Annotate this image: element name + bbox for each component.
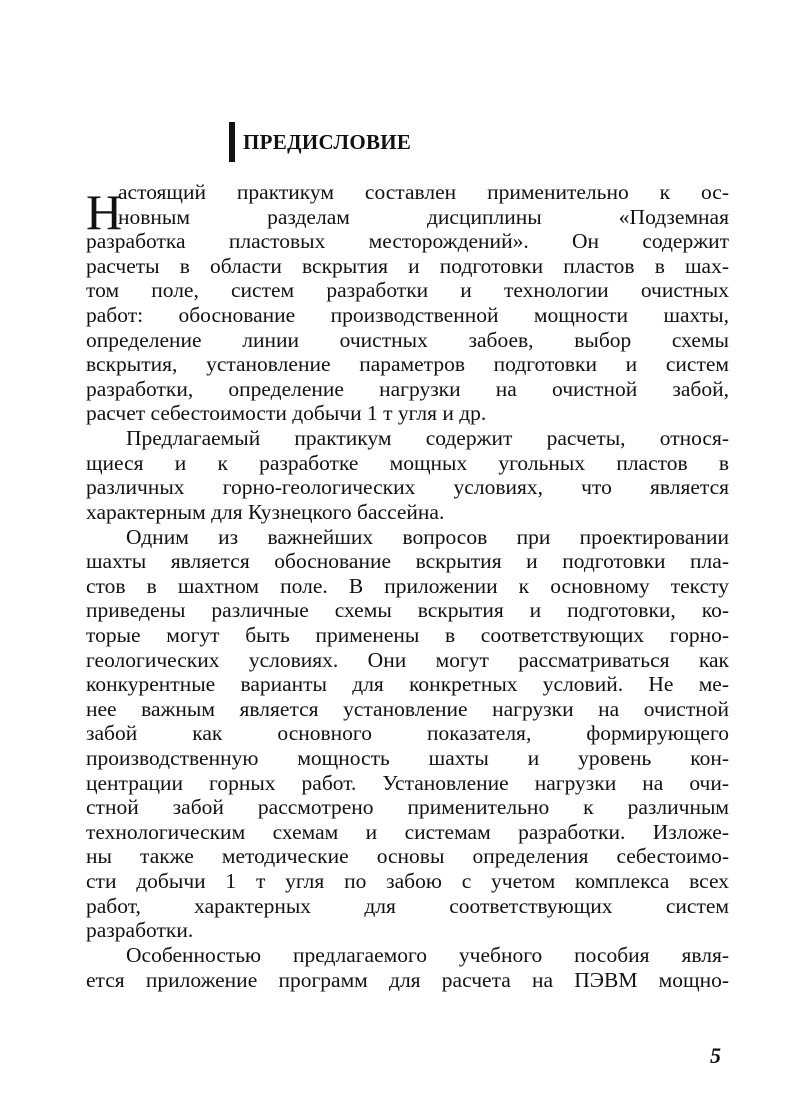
text-line: стов в шахтном поле. В приложении к основному тексту	[86, 573, 729, 598]
text-line: ны также методические основы определения себестоимо-	[86, 844, 729, 869]
text-line: сти добычи 1 т угля по забою с учетом комплекса всех	[86, 869, 729, 894]
text-line: Н астоящий практикум составлен применительно к ос-	[86, 180, 729, 240]
text-line: вскрытия, установление параметров подготовки и систем	[86, 352, 729, 377]
text-line: торые могут быть применены в соответствующих горно-	[86, 622, 729, 647]
text-line: центрации горных работ. Установление нагрузки на очи-	[86, 770, 729, 795]
text-line: забой как основного показателя, формирующего	[86, 721, 729, 746]
text-line: работ, характерных для соответствующих систем	[86, 893, 729, 918]
heading-bar-decoration	[229, 122, 235, 162]
text-line: ется приложение программ для расчета на ПЭВМ мощно-	[86, 967, 729, 992]
text-line: разработки, определение нагрузки на очистной забой,	[86, 376, 729, 401]
text-line: геологических условиях. Они могут рассматриваться как	[86, 647, 729, 672]
text-line: конкурентные варианты для конкретных условий. Не ме-	[86, 672, 729, 697]
text-line: нее важным является установление нагрузки на очистной	[86, 696, 729, 721]
text-line: новным разделам дисциплины «Подземная	[118, 204, 729, 229]
text-line: разработки.	[86, 918, 194, 943]
text-line: расчеты в области вскрытия и подготовки пластов в шах-	[86, 253, 729, 278]
text-line: производственную мощность шахты и уровень кон-	[86, 746, 729, 771]
text-line: определение линии очистных забоев, выбор схемы	[86, 327, 729, 352]
text-line: приведены различные схемы вскрытия и подготовки, ко-	[86, 598, 729, 623]
body-text	[86, 180, 729, 992]
page-number: 5	[710, 1043, 721, 1068]
text-line: технологическим схемам и системам разработки. Изложе-	[86, 819, 729, 844]
text-line: разработка пластовых месторождений». Он содержит	[86, 229, 729, 254]
drop-cap: Н	[86, 184, 123, 240]
text-line: шахты является обоснование вскрытия и подготовки пла-	[86, 549, 729, 574]
text-line: Одним из важнейших вопросов при проектировании	[126, 524, 729, 549]
text-line: том поле, систем разработки и технологии очистных	[86, 278, 729, 303]
text-line: различных горно-геологических условиях, что является	[86, 475, 729, 500]
text-line: стной забой рассмотрено применительно к различным	[86, 795, 729, 820]
text-line: Предлагаемый практикум содержит расчеты, относя-	[126, 426, 729, 451]
text-line: работ: обоснование производственной мощности шахты,	[86, 303, 729, 328]
text-line: характерным для Кузнецкого бассейна.	[86, 499, 445, 524]
text-line: расчет себестоимости добычи 1 т угля и др.	[86, 401, 487, 426]
text-line: Особенностью предлагаемого учебного пособия явля-	[126, 942, 729, 967]
section-heading	[229, 122, 411, 162]
heading-title: ПРЕДИСЛОВИЕ	[243, 129, 412, 154]
text-line: щиеся и к разработке мощных угольных пластов в	[86, 450, 729, 475]
